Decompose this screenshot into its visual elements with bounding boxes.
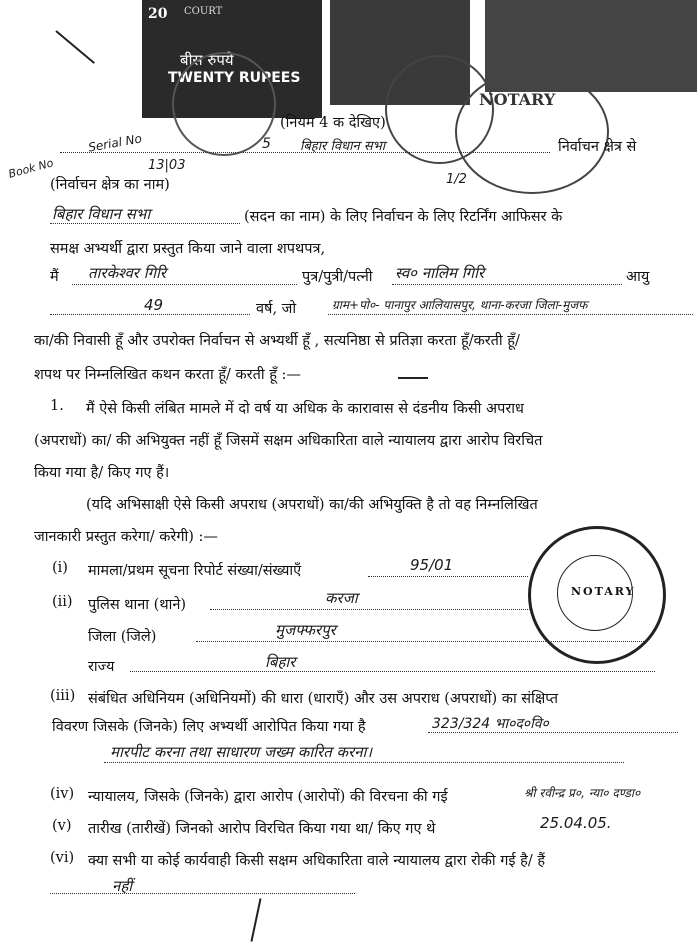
book-no-label: Book No [7, 156, 55, 181]
pen-stroke-bottom [250, 898, 261, 941]
constituency-suffix: निर्वाचन क्षेत्र से [558, 139, 637, 155]
state-value: बिहार [265, 653, 296, 671]
district-value: मुजफ्फरपुर [275, 621, 336, 639]
main-prefix: मैं [50, 269, 59, 285]
state-label: राज्य [88, 659, 115, 675]
field-vi-value: नहीं [112, 877, 133, 895]
deponent-name: तारकेश्वर गिरि [88, 264, 167, 282]
serial-no-value: 5 [262, 136, 271, 152]
seal-text: NOTARY [479, 90, 556, 109]
stamp-court-label: COURT [184, 6, 223, 17]
field-iv-label: (iv) [50, 786, 75, 802]
field-vi-text: क्या सभी या कोई कार्यवाही किसी सक्षम अधिकारिता वाले न्यायालय द्वारा रोकी गई है/ हैं [88, 853, 546, 869]
field-v-label: (v) [52, 818, 72, 834]
field-iv-value: श्री रवीन्द्र प्र०, न्या० दण्डा० [524, 786, 641, 800]
field-i-label: (i) [52, 560, 68, 576]
stamp-hindi-label: बीस रुपये [180, 51, 234, 69]
field-iii-description: मारपीट करना तथा साधारण जख्म कारित करना। [110, 743, 373, 761]
stamp-denomination: 20 [148, 6, 168, 22]
round-seal-right [455, 70, 609, 194]
field-i-text: मामला/प्रथम सूचना रिपोर्ट संख्या/संख्याएँ [88, 563, 302, 579]
field-iii-line-1: संबंधित अधिनियम (अधिनियमों) की धारा (धाराएँ) और उस अपराध (अपराधों) का संक्षिप्त [88, 691, 558, 707]
field-ii-value: करजा [325, 589, 358, 607]
years-label: वर्ष, जो [256, 301, 297, 317]
field-iii-label: (iii) [50, 688, 76, 704]
book-no-value: 13|03 [148, 158, 186, 173]
relation-label: पुत्र/पुत्री/पत्नी [302, 269, 373, 285]
round-seal-left [172, 52, 276, 156]
notary-seal [528, 526, 666, 664]
stamp-english-label: TWENTY RUPEES [168, 70, 301, 86]
pen-stroke [55, 30, 95, 64]
field-ii-label: (ii) [52, 594, 73, 610]
age-value: 49 [144, 296, 164, 314]
fraction-mark: 1/2 [446, 172, 467, 187]
intro-line-2: समक्ष अभ्यर्थी द्वारा प्रस्तुत किया जाने वाला शपथपत्र, [50, 241, 326, 257]
age-label: आयु [626, 269, 650, 285]
field-iv-text: न्यायालय, जिसके (जिनके) द्वारा आरोप (आरोपों) की विरचना की गई [88, 789, 448, 805]
item1-note-2: जानकारी प्रस्तुत करेगा/ करेगी) :— [34, 529, 218, 545]
intro-line-4: का/की निवासी हूँ और उपरोक्त निर्वाचन से अभ्यर्थी हूँ , सत्यनिष्ठा से प्रतिज्ञा करता हूँ/करती हूँ/ [34, 333, 520, 349]
item1-line-3: किया गया है/ किए गए हैं। [34, 465, 170, 481]
field-iii-sections: 323/324 भा०द०वि० [432, 716, 549, 732]
constituency-handwritten: बिहार विधान सभा [300, 139, 386, 154]
item1-line-1: मैं ऐसे किसी लंबित मामले में दो वर्ष या अधिक के कारावास से दंडनीय किसी अपराध [86, 401, 524, 417]
field-iii-line-2: विवरण जिसके (जिनके) लिए अभ्यर्थी आरोपित किया गया है [52, 719, 366, 735]
serial-no-label: Serial No [87, 131, 143, 155]
field-v-text: तारीख (तारीखें) जिनको आरोप विरचित किया गया था/ किए गए थे [88, 821, 436, 837]
item1-note-1: (यदि अभिसाक्षी ऐसे किसी अपराध (अपराधों) का/की अभियुक्ति है तो वह निम्नलिखित [86, 497, 538, 513]
address-value: ग्राम+पो०- पानापुर आलियासपुर, थाना-करजा जिला-मुजफ [332, 298, 588, 312]
field-vi-label: (vi) [50, 850, 75, 866]
field-ii-text: पुलिस थाना (थाने) [88, 597, 187, 613]
field-i-value: 95/01 [410, 556, 454, 574]
rule-reference: (नियम 4 क देखिए) [280, 115, 386, 131]
district-label: जिला (जिले) [88, 629, 157, 645]
intro-line-5: शपथ पर निम्नलिखित कथन करता हूँ/ करती हूँ :— [34, 367, 301, 383]
constituency-name-caption: (निर्वाचन क्षेत्र का नाम) [50, 177, 170, 193]
dash-line [398, 377, 428, 379]
item1-line-2: (अपराधों) का/ की अभियुक्त नहीं हूँ जिसमें सक्षम अधिकारिता वाले न्यायालय द्वारा आरोप विरचित [34, 433, 543, 449]
intro-line-1: (सदन का नाम) के लिए निर्वाचन के लिए रिटर्निंग आफिसर के [244, 209, 563, 225]
item1-number: 1. [50, 398, 64, 414]
field-v-value: 25.04.05. [540, 814, 612, 832]
father-name: स्व० नालिम गिरि [395, 264, 485, 282]
house-name-handwritten: बिहार विधान सभा [52, 205, 151, 223]
notary-seal-text: NOTARY [571, 585, 636, 598]
